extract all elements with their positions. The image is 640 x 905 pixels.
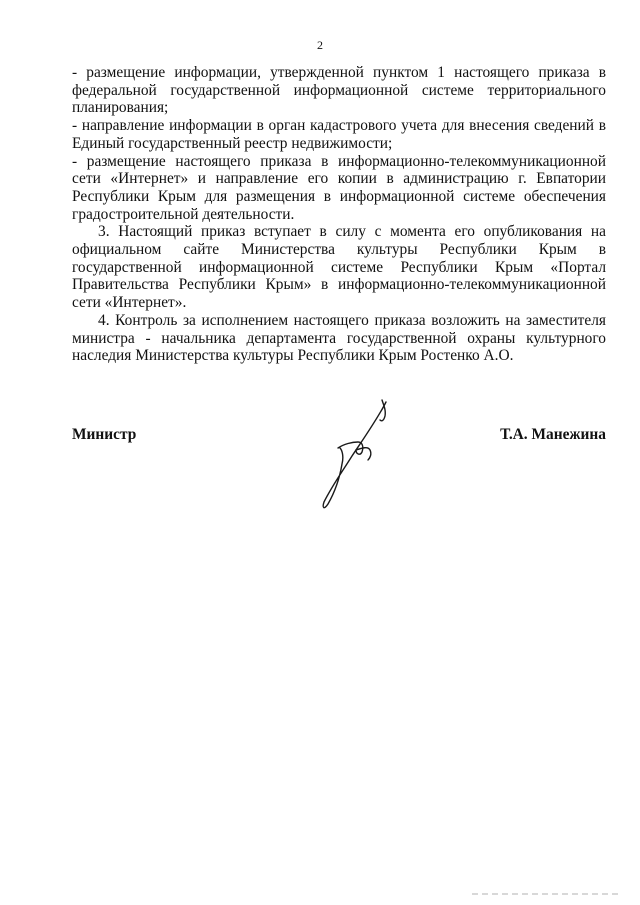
list-item-publication-fgis: - размещение информации, утвержденной пунктом 1 настоящего приказа в федеральной государственной информационной системе территориального планирования;	[72, 64, 606, 117]
clause-3-entry-into-force: 3. Настоящий приказ вступает в силу с момента его опубликования на официальном сайте Министерства культуры Республики Крым в государственной информационной системе Республики Крым «Портал Правительства Республики Крым» в информационно-телекоммуникационной сети «Интернет».	[72, 223, 606, 312]
handwritten-signature	[312, 398, 402, 513]
list-item-internet-publication: - размещение настоящего приказа в информационно-телекоммуникационной сети «Интернет» и направление его копии в администрацию г. Евпатории Республики Крым для размещения в информационной системе обеспечения градостроительной деятельности.	[72, 152, 606, 223]
clause-4-control: 4. Контроль за исполнением настоящего приказа возложить на заместителя министра - начальника департамента государственной охраны культурного наследия Министерства культуры Республики Крым Ростенко А.О.	[72, 311, 606, 365]
signer-name: Т.А. Манежина	[500, 426, 606, 443]
document-body	[72, 64, 606, 365]
list-item-cadastral-registry: - направление информации в орган кадастрового учета для внесения сведений в Единый государственный реестр недвижимости;	[72, 117, 606, 152]
signer-title: Министр	[72, 426, 137, 443]
scan-edge-mark	[472, 892, 622, 896]
page-number: 2	[317, 38, 323, 52]
